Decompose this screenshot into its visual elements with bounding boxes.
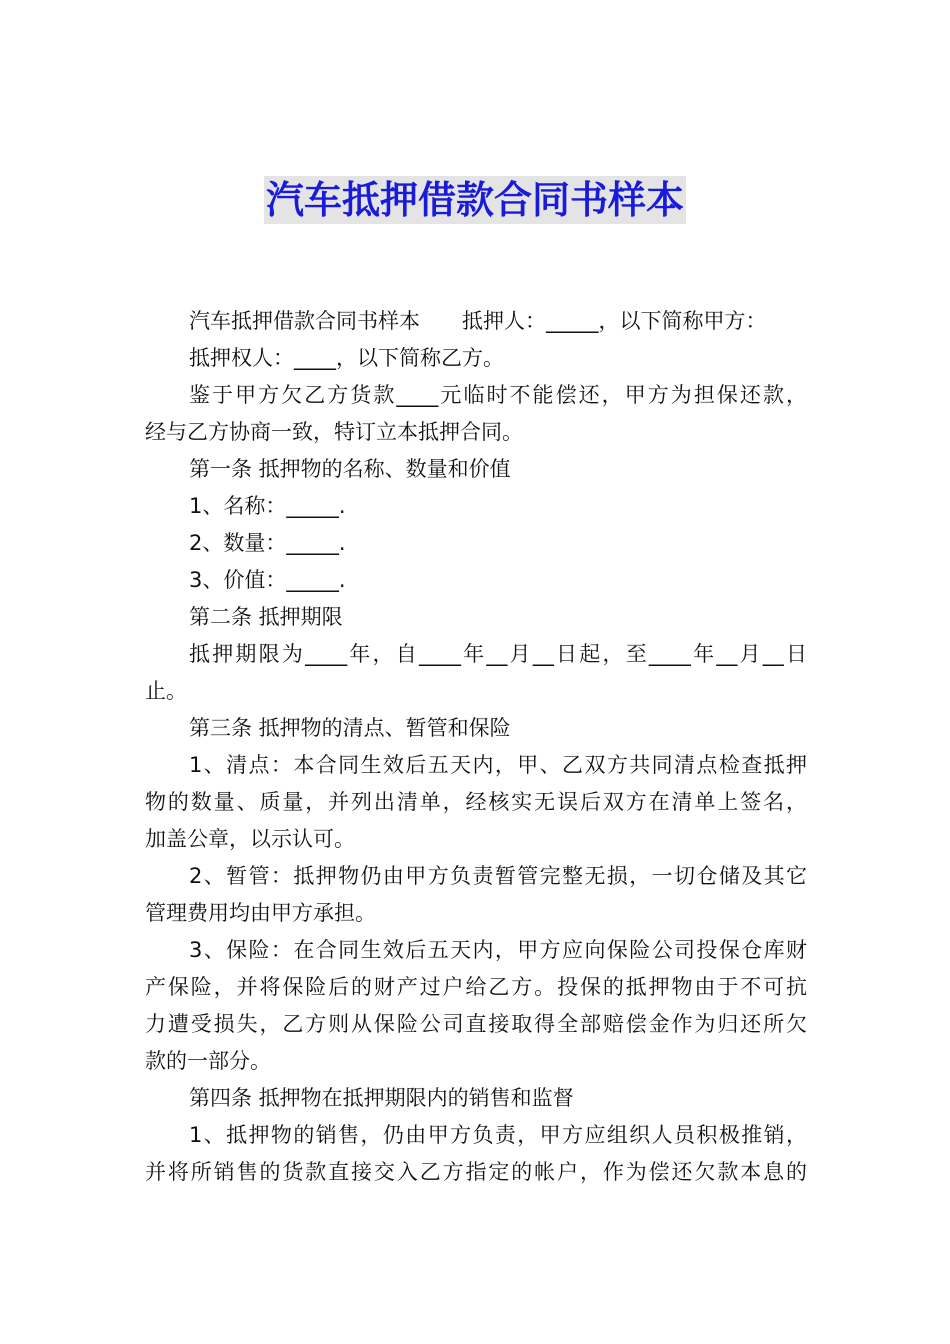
body-line: 经与乙方协商一致，特订立本抵押合同。 [145, 420, 523, 444]
body-line: 3、价值：_____. [189, 568, 346, 592]
body-line: 并将所销售的货款直接交入乙方指定的帐户，作为偿还欠款本息的 [145, 1160, 807, 1184]
body-line: 产保险，并将保险后的财产过户给乙方。投保的抵押物由于不可抗 [145, 975, 807, 999]
body-line: 加盖公章，以示认可。 [145, 827, 355, 851]
body-line: 物的数量、质量，并列出清单，经核实无误后双方在清单上签名， [145, 790, 807, 814]
title-container [0, 176, 950, 224]
body-line: 止。 [145, 679, 187, 703]
body-line: 第四条 抵押物在抵押期限内的销售和监督 [189, 1086, 574, 1110]
body-line: 款的一部分。 [145, 1049, 271, 1073]
document-title: 汽车抵押借款合同书样本 [265, 178, 684, 222]
document-body [145, 303, 807, 1191]
body-line: 2、暂管：抵押物仍由甲方负责暂管完整无损，一切仓储及其它 [189, 864, 807, 888]
body-line: 汽车抵押借款合同书样本 抵押人：_____，以下简称甲方： [189, 309, 767, 333]
body-line: 力遭受损失，乙方则从保险公司直接取得全部赔偿金作为归还所欠 [145, 1012, 807, 1036]
body-line: 抵押权人：____，以下简称乙方。 [189, 346, 504, 370]
body-line: 第一条 抵押物的名称、数量和价值 [189, 457, 511, 481]
body-line: 2、数量：_____. [189, 531, 346, 555]
body-line: 管理费用均由甲方承担。 [145, 901, 376, 925]
body-line: 第二条 抵押期限 [189, 605, 343, 629]
body-line: 1、名称：_____. [189, 494, 346, 518]
body-line: 1、清点：本合同生效后五天内，甲、乙双方共同清点检查抵押 [189, 753, 807, 777]
body-line: 1、抵押物的销售，仍由甲方负责，甲方应组织人员积极推销， [189, 1123, 807, 1147]
body-line: 鉴于甲方欠乙方货款____元临时不能偿还，甲方为担保还款， [189, 383, 807, 407]
body-line: 第三条 抵押物的清点、暂管和保险 [189, 716, 511, 740]
body-line: 抵押期限为____年，自____年__月__日起，至____年__月__日 [189, 642, 807, 666]
body-line: 3、保险：在合同生效后五天内，甲方应向保险公司投保仓库财 [189, 938, 807, 962]
